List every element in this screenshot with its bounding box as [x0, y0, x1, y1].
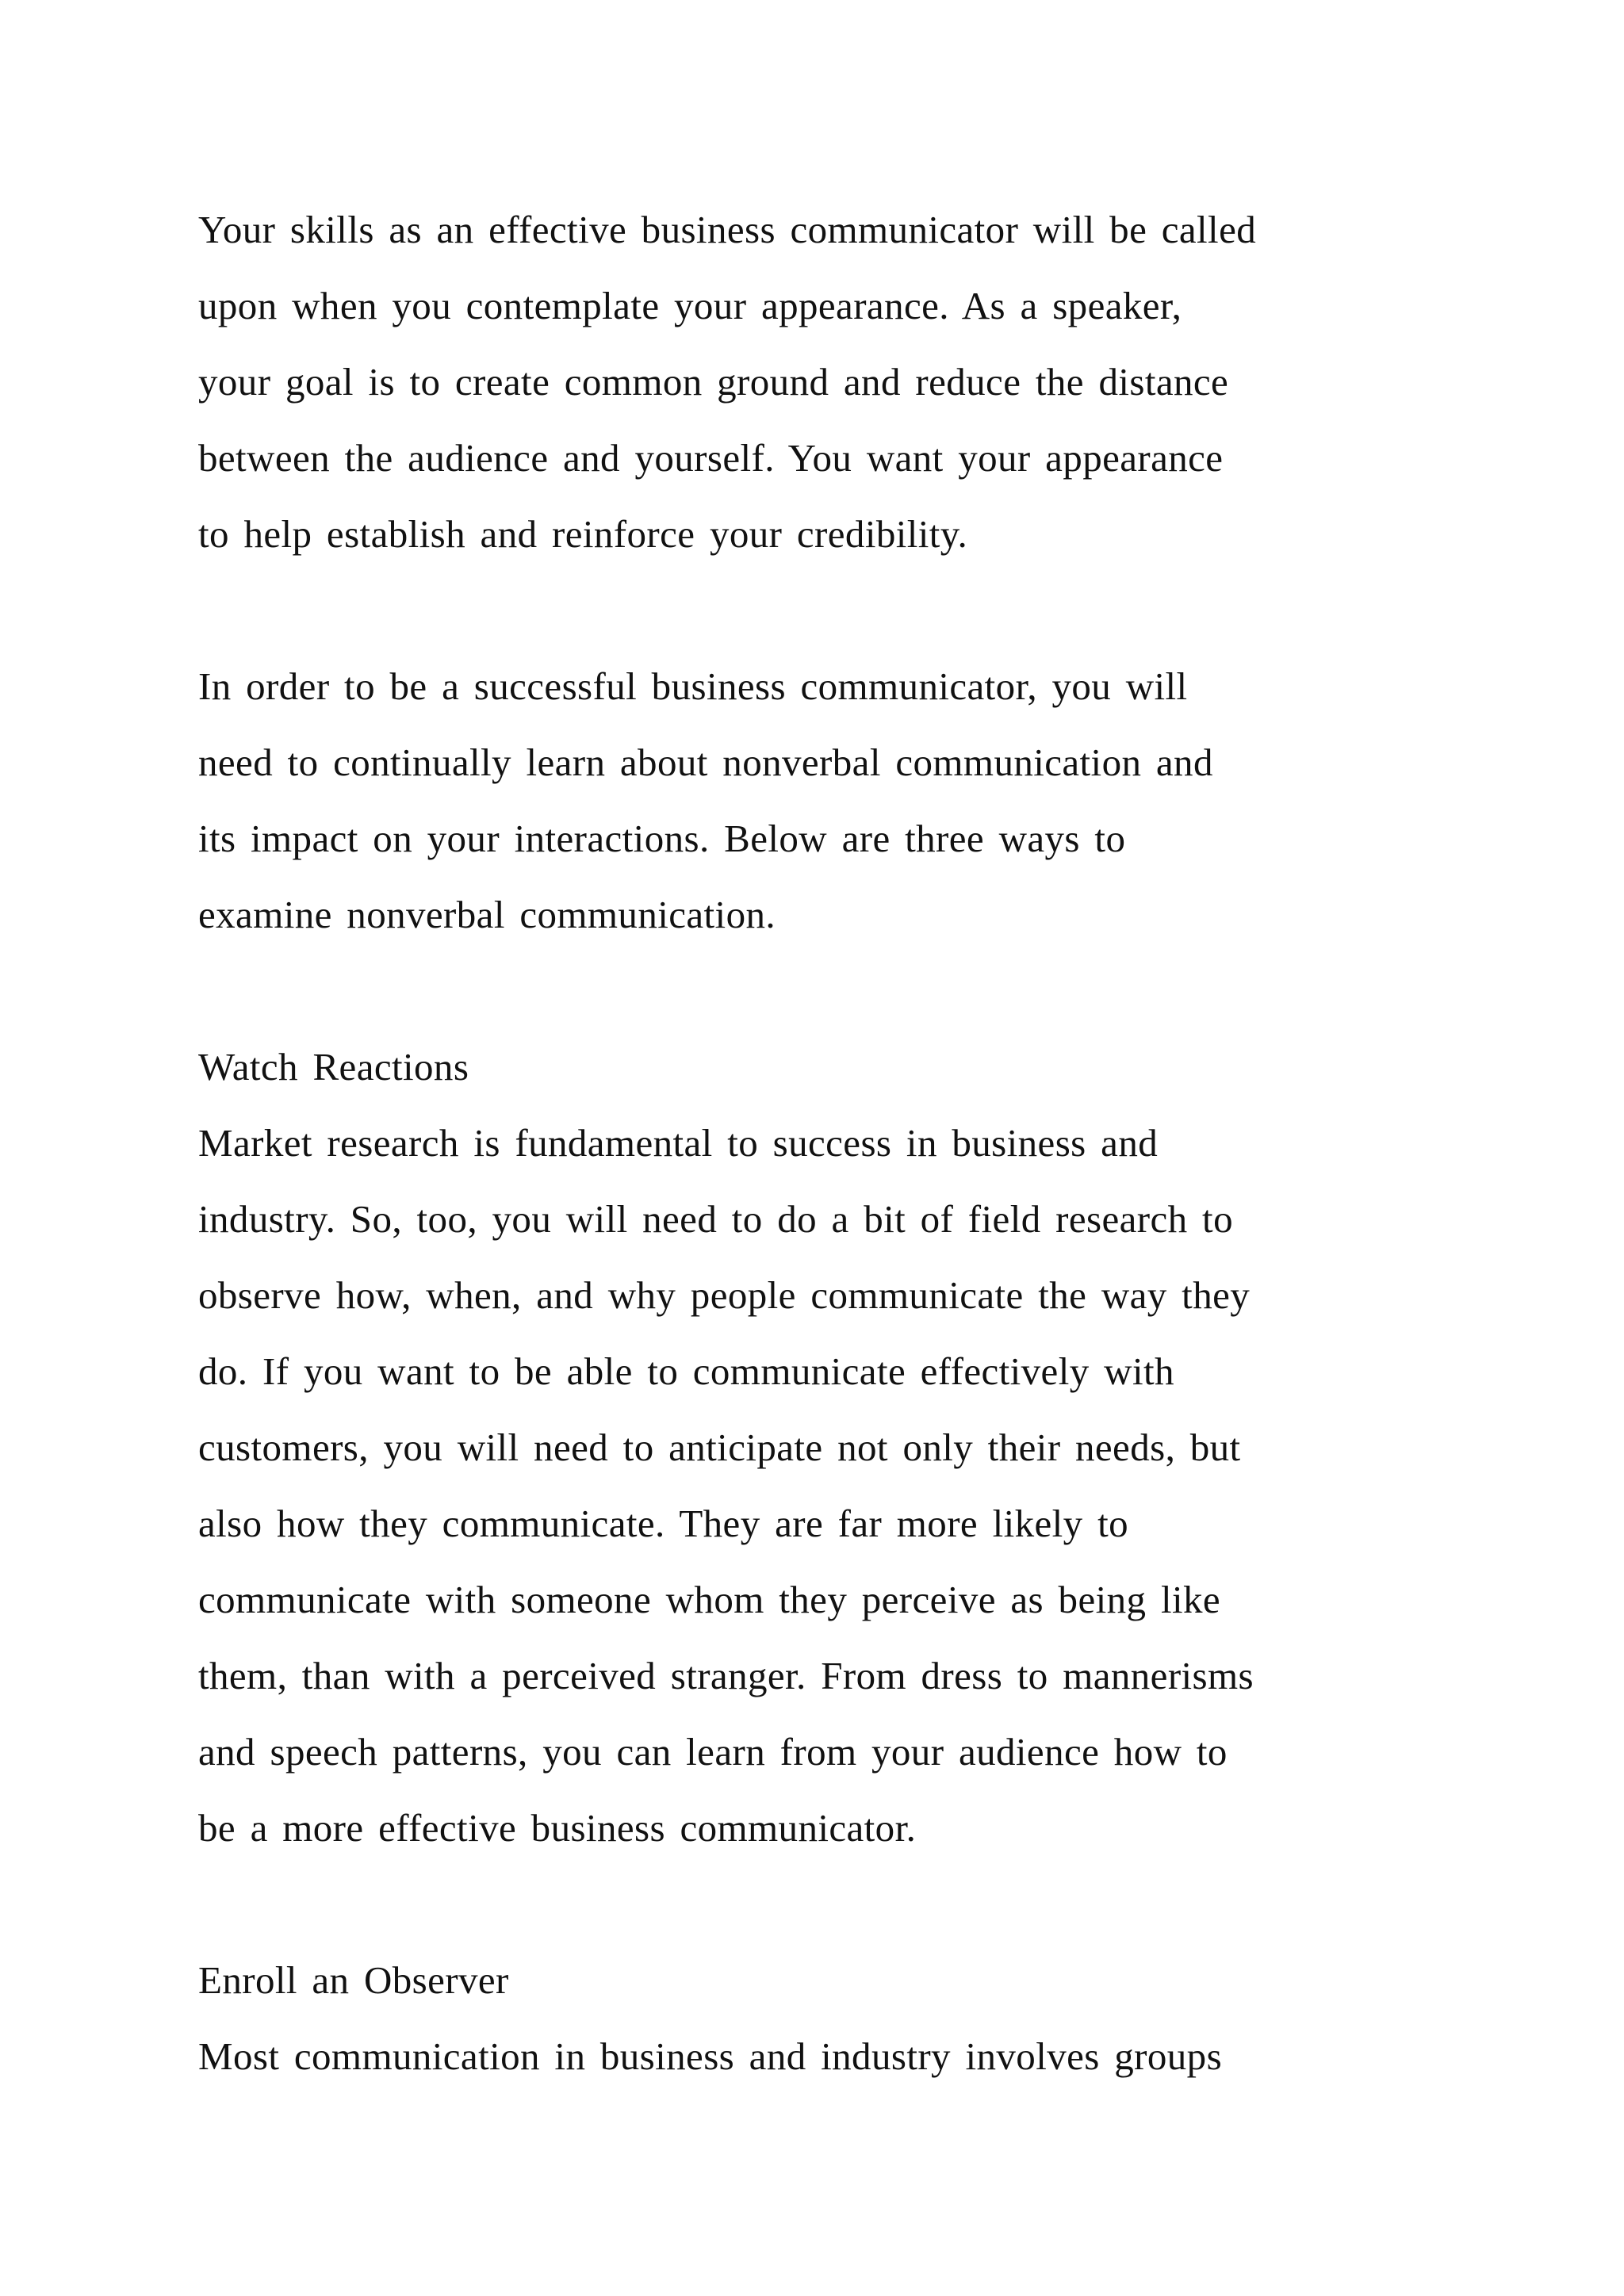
- text-line: them, than with a perceived stranger. From dress to mannerisms: [198, 1654, 1254, 1697]
- section-watch-reactions: [198, 1029, 1483, 1866]
- text-line: do. If you want to be able to communicate effectively with: [198, 1349, 1174, 1393]
- text-line: upon when you contemplate your appearance. As a speaker,: [198, 284, 1182, 327]
- text-line: need to continually learn about nonverbal communication and: [198, 740, 1213, 784]
- paragraph-nonverbal-intro: [198, 649, 1483, 953]
- section-heading: Enroll an Observer: [198, 1958, 509, 2002]
- text-line: Market research is fundamental to success in business and: [198, 1121, 1159, 1165]
- text-line: to help establish and reinforce your credibility.: [198, 512, 968, 556]
- text-line: be a more effective business communicator.: [198, 1806, 917, 1850]
- text-line: your goal is to create common ground and reduce the distance: [198, 360, 1229, 404]
- text-line: also how they communicate. They are far more likely to: [198, 1502, 1129, 1545]
- text-line: communicate with someone whom they perceive as being like: [198, 1578, 1221, 1621]
- text-line: observe how, when, and why people communicate the way they: [198, 1273, 1251, 1317]
- text-line: In order to be a successful business communicator, you will: [198, 664, 1188, 708]
- section-enroll-observer: [198, 1942, 1483, 2095]
- paragraph-appearance: [198, 192, 1483, 572]
- document-body: [198, 192, 1483, 2095]
- text-line: its impact on your interactions. Below are three ways to: [198, 817, 1126, 860]
- text-line: Your skills as an effective business communicator will be called: [198, 208, 1257, 251]
- text-line: and speech patterns, you can learn from your audience how to: [198, 1730, 1228, 1774]
- text-line: examine nonverbal communication.: [198, 893, 776, 936]
- text-line: between the audience and yourself. You want your appearance: [198, 436, 1224, 480]
- text-line: Most communication in business and industry involves groups: [198, 2034, 1223, 2078]
- text-line: customers, you will need to anticipate not only their needs, but: [198, 1425, 1241, 1469]
- section-heading: Watch Reactions: [198, 1045, 469, 1089]
- text-line: industry. So, too, you will need to do a bit of field research to: [198, 1197, 1233, 1241]
